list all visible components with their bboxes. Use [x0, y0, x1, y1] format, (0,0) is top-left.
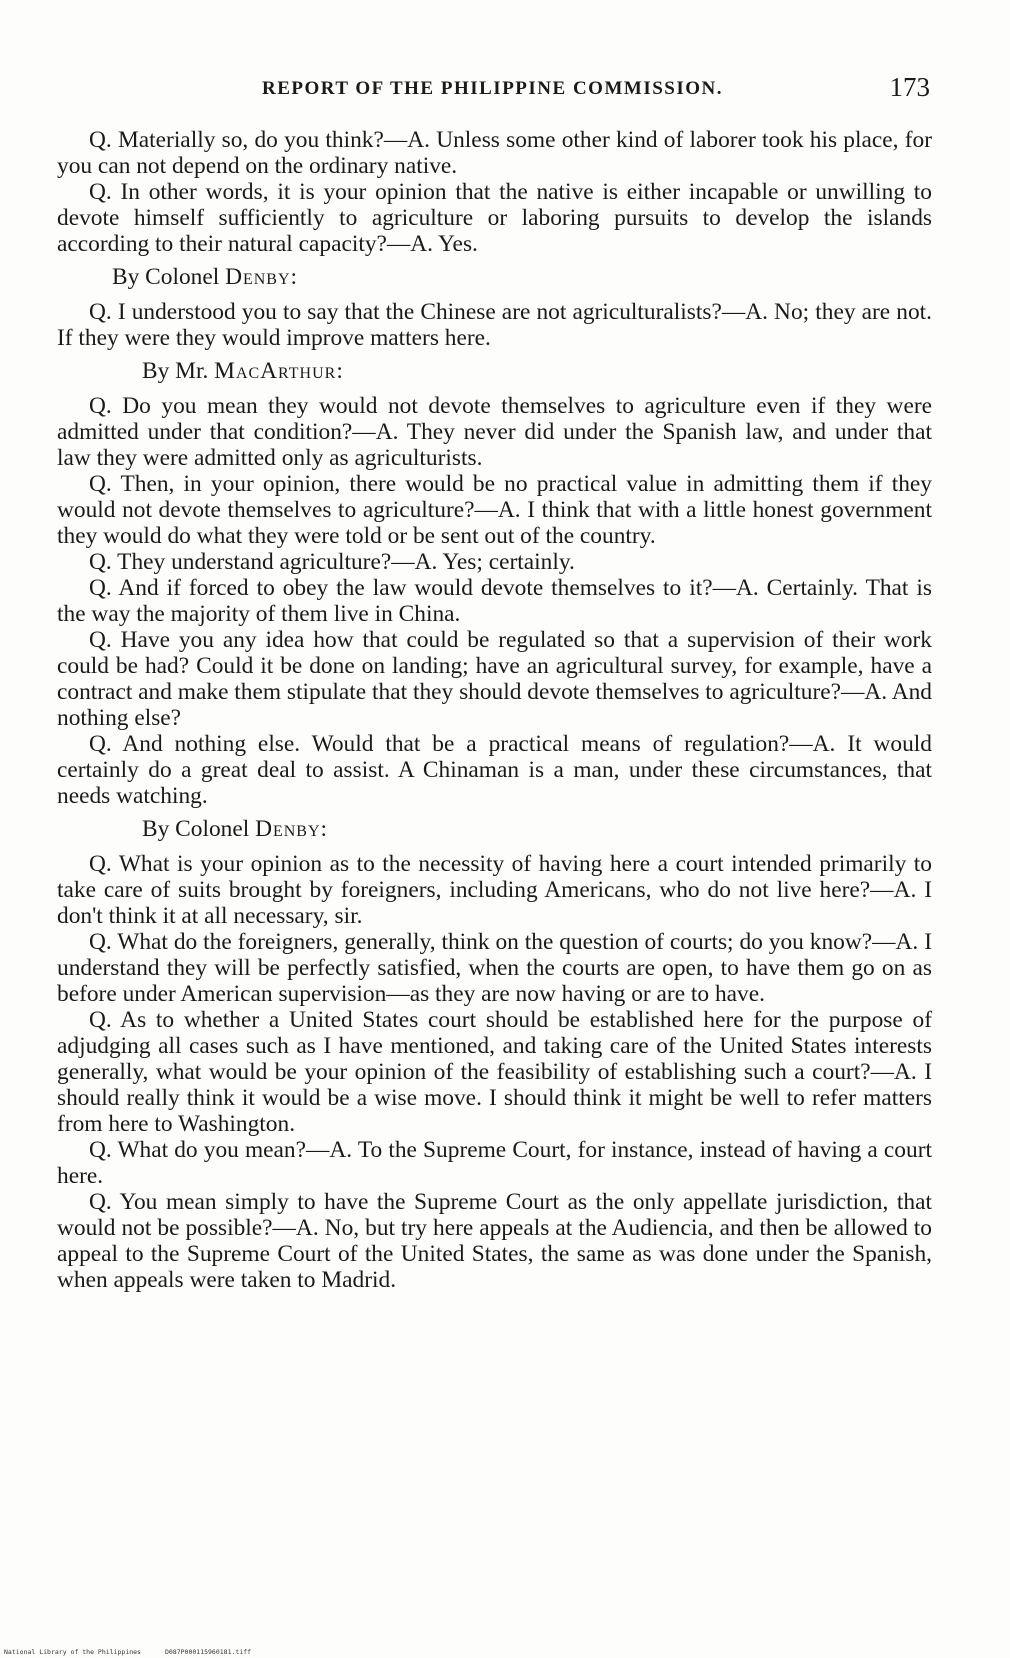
speaker-heading [57, 358, 932, 384]
speaker-prefix: By Colonel [142, 816, 256, 842]
paragraph: Q. Materially so, do you think?—A. Unless some other kind of laborer took his place, for you can not depend on the ordinary native. [57, 127, 932, 179]
paragraph: Q. And if forced to obey the law would devote themselves to it?—A. Certainly. That is the way the majority of them live in China. [57, 575, 932, 627]
paragraph: Q. As to whether a United States court should be established here for the purpose of adjudging all cases such as I have mentioned, and taking care of the United States interests generally, what would be your opinion of the feasibility of establishing such a court?—A. I should really think it would be a wise move. I should think it might be well to refer matters from here to Washington. [57, 1007, 932, 1137]
paragraph: Q. What is your opinion as to the necessity of having here a court intended primarily to take care of suits brought by foreigners, including Americans, who do not live here?—A. I don't think it at all necessary, sir. [57, 851, 932, 929]
scan-footer [4, 1648, 251, 1656]
speaker-heading [57, 264, 932, 290]
speaker-prefix: By Colonel [112, 264, 226, 290]
footer-file: D087P000115960181.tiff [164, 1648, 252, 1656]
speaker-name: Denby: [255, 816, 329, 842]
paragraph: Q. They understand agriculture?—A. Yes; certainly. [89, 549, 575, 575]
paragraph: Q. In other words, it is your opinion that the native is either incapable or unwilling to devote himself sufficiently to agriculture or laboring pursuits to develop the islands according to their natural capacity?—A. Yes. [57, 179, 932, 257]
paragraph: Q. Have you any idea how that could be regulated so that a supervision of their work could be had? Could it be done on landing; have an agricultural survey, for example, have a contract and make them stipulate that they should devote themselves to agriculture?—A. And nothing else? [57, 627, 932, 731]
paragraph: Q. And nothing else. Would that be a practical means of regulation?—A. It would certainly do a great deal to assist. A Chinaman is a man, under these circumstances, that needs watching. [57, 731, 932, 809]
page-number: 173 [889, 72, 930, 102]
paragraph: Q. What do the foreigners, generally, think on the question of courts; do you know?—A. I understand they will be perfectly satisfied, when the courts are open, to have them go on as before under American supervision—as they are now having or are to have. [57, 929, 932, 1007]
paragraph: Q. Then, in your opinion, there would be no practical value in admitting them if they would not devote themselves to agriculture?—A. I think that with a little honest government they would do what they were told or be sent out of the country. [57, 471, 932, 549]
paragraph: Q. I understood you to say that the Chinese are not agriculturalists?—A. No; they are not. If they were they would improve matters here. [57, 299, 932, 351]
paragraph: Q. What do you mean?—A. To the Supreme Court, for instance, instead of having a court here. [57, 1137, 932, 1189]
speaker-name: MacArthur: [214, 358, 344, 384]
running-head [55, 72, 930, 106]
speaker-prefix: By Mr. [142, 358, 215, 384]
body-text [57, 127, 932, 1293]
speaker-heading [57, 816, 932, 842]
paragraph: Q. You mean simply to have the Supreme Court as the only appellate jurisdiction, that would not be possible?—A. No, but try here appeals at the Audiencia, and then be allowed to appeal to the Supreme Court of the United States, the same as was done under the Spanish, when appeals were taken to Madrid. [57, 1189, 932, 1293]
paragraph: Q. Do you mean they would not devote themselves to agriculture even if they were admitted under that condition?—A. They never did under the Spanish law, and under that law they were admitted only as agriculturists. [57, 393, 932, 471]
footer-library: National Library of the Philippines [4, 1648, 141, 1656]
running-title: REPORT OF THE PHILIPPINE COMMISSION. [261, 78, 723, 99]
speaker-name: Denby: [225, 264, 299, 290]
